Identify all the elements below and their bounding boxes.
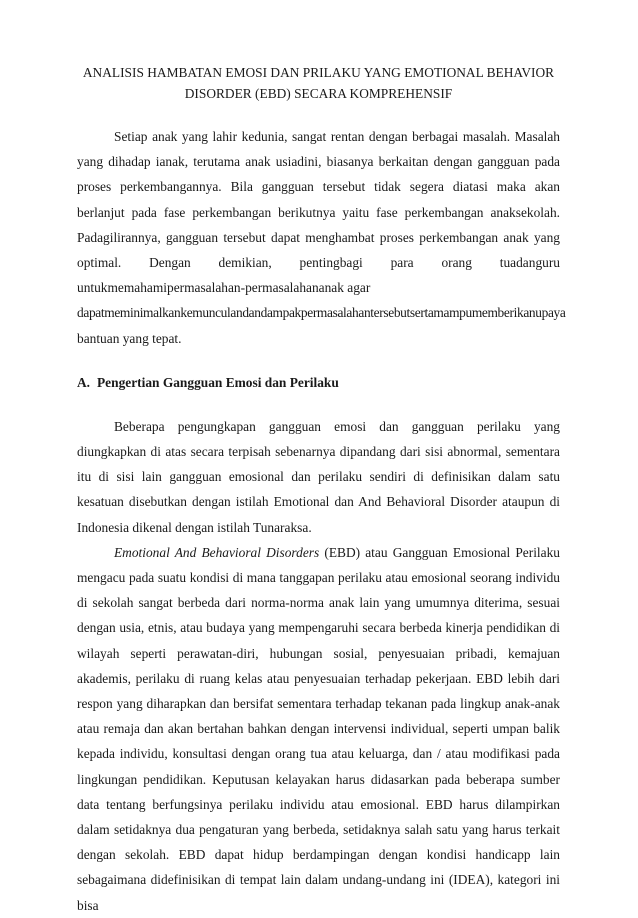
- ebd-term-italic: Emotional And Behavioral Disorders: [114, 544, 320, 560]
- intro-unspaced-line: dapatmeminimalkankemunculandandampakpermasalahantersebutsertamampumemberikanupaya: [77, 305, 566, 321]
- section-a-number: A.: [77, 374, 91, 390]
- section-a-paragraph-2: [77, 540, 560, 918]
- intro-paragraph: Setiap anak yang lahir kedunia, sangat rentan dengan berbagai masalah. Masalah yang dihadap ianak, terutama anak usiadini, biasanya berkaitan dengan gangguan pada proses perkembangannya. Bila gangguan tersebut tidak segera diatasi maka akan berlanjut pada fase perkembangan berikutnya yaitu fase perkembangan anaksekolah. Padagilirannya, gangguan tersebut dapat menghambat proses perkembangan anak yang optimal. Dengan demikian, pentingbagi para orang tuadanguru untukmemahamipermasalahan-permasalahananak agar: [77, 129, 560, 296]
- intro-last-line: bantuan yang tepat.: [77, 330, 182, 346]
- title-line-2: DISORDER (EBD) SECARA KOMPREHENSIF: [184, 86, 453, 101]
- title-line-1: ANALISIS HAMBATAN EMOSI DAN PRILAKU YANG EMOTIONAL BEHAVIOR: [82, 65, 555, 80]
- document-title: [77, 62, 560, 104]
- section-a-paragraph-2-body: (EBD) atau Gangguan Emosional Perilaku mengacu pada suatu kondisi di mana tanggapan perilaku atau emosional seorang individu di sekolah sangat berbeda dari norma-norma anak lain yang umumnya diterima, sesuai dengan usia, etnis, atau budaya yang mempengaruhi secara berbeda kinerja pendidikan di wilayah seperti perawatan-diri, hubungan sosial, penyesuaian pribadi, kemajuan akademis, perilaku di ruang kelas atau penyesuaian terhadap pekerjaan. EBD lebih dari respon yang diharapkan dan bersifat sementara terhadap tekanan pada lingkup anak-anak atau remaja dan akan bertahan bahkan dengan intervensi individual, seperti umpan balik kepada individu, konsultasi dengan orang tua atau keluarga, dan / atau modifikasi pada lingkungan pendidikan. Keputusan kelayakan harus didasarkan pada beberapa sumber data tentang berfungsinya perilaku individu atau emosional. EBD harus dilampirkan dalam setidaknya dua pengaturan yang berbeda, setidaknya salah satu yang harus terkait dengan sekolah. EBD dapat hidup berdampingan dengan kondisi handicapp lain sebagaimana didefinisikan di tempat lain dalam undang-undang ini (IDEA), kategori ini bisa: [77, 544, 560, 913]
- section-a-heading: [77, 370, 560, 395]
- section-a-paragraph-1: Beberapa pengungkapan gangguan emosi dan gangguan perilaku yang diungkapkan di atas secara terpisah sebenarnya dipandang dari sisi abnormal, sementara itu di sisi lain gangguan emosional dan perilaku sendiri di definisikan dalam satu kesatuan disebutkan dengan istilah Emotional dan And Behavioral Disorder ataupun di Indonesia dikenal dengan istilah Tunaraksa.: [77, 418, 560, 535]
- section-a-title: Pengertian Gangguan Emosi dan Perilaku: [97, 374, 339, 390]
